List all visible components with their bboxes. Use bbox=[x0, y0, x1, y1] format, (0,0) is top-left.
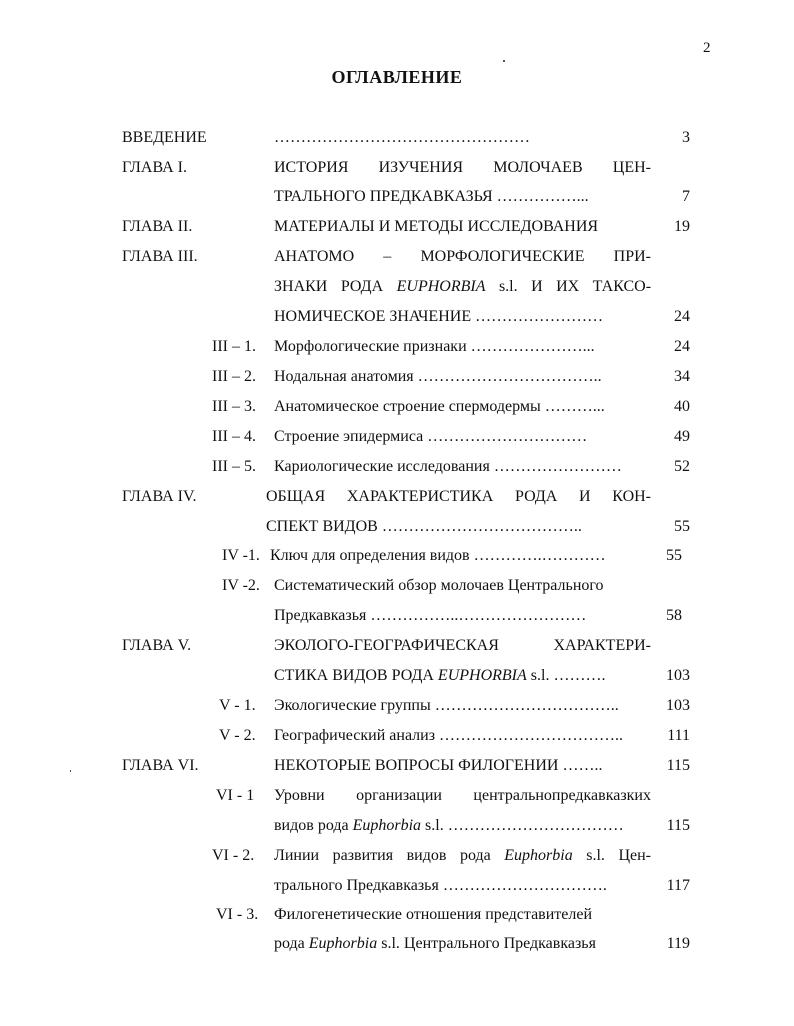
toc-title-ch3-line1: АНАТОМО – МОРФОЛОГИЧЕСКИЕ ПРИ- bbox=[274, 248, 651, 265]
toc-page-6-1: 115 bbox=[666, 817, 690, 834]
toc-title-6-2-line2: трального Предкавказья …………………………. bbox=[274, 877, 607, 894]
toc-label-3-3: III – 3. bbox=[212, 398, 256, 415]
toc-page-ch5: 103 bbox=[666, 667, 690, 684]
scan-speck bbox=[70, 770, 71, 772]
toc-genus: Euphorbia bbox=[352, 817, 422, 834]
toc-genus: Euphorbia bbox=[504, 847, 573, 864]
toc-page-ch6: 115 bbox=[666, 757, 690, 774]
toc-genus: Euphorbia bbox=[308, 935, 378, 952]
toc-text: s.l. …………………………… bbox=[425, 817, 624, 834]
toc-title-ch1-line1: ИСТОРИЯ ИЗУЧЕНИЯ МОЛОЧАЕВ ЦЕН- bbox=[274, 159, 651, 176]
toc-title-ch4-line2: СПЕКТ ВИДОВ ……………………………….. bbox=[266, 518, 582, 535]
toc-text: рода bbox=[274, 935, 305, 952]
toc-title-6-3-line1: Филогенетические отношения представителей bbox=[274, 906, 593, 923]
toc-title-ch5-line2 bbox=[274, 666, 605, 686]
page-title: ОГЛАВЛЕНИЕ bbox=[331, 67, 463, 87]
scan-speck bbox=[503, 60, 505, 62]
toc-title-5-1: Экологические группы …………………………….. bbox=[274, 697, 619, 714]
toc-title-3-5: Кариологические исследования …………………… bbox=[274, 458, 622, 475]
toc-title-ch3-line2 bbox=[274, 277, 651, 297]
toc-label-5-2: V - 2. bbox=[219, 727, 256, 744]
toc-label-6-3: VI - 3. bbox=[216, 906, 259, 923]
toc-title-3-1: Морфологические признаки …………………... bbox=[274, 338, 595, 355]
toc-title-4-1: Ключ для определения видов ………….………… bbox=[270, 547, 606, 564]
toc-page-6-3: 119 bbox=[666, 935, 690, 952]
toc-label-4-1: IV -1. bbox=[222, 547, 260, 564]
toc-page-3-2: 34 bbox=[674, 368, 690, 385]
toc-page-5-1: 103 bbox=[666, 697, 690, 714]
toc-text: Линии развития видов рода bbox=[274, 847, 491, 864]
toc-page-4-1: 55 bbox=[666, 547, 682, 564]
toc-title-6-2-line1 bbox=[274, 846, 651, 866]
toc-page-intro: 3 bbox=[682, 129, 690, 146]
toc-title-6-1-line2 bbox=[274, 816, 624, 836]
toc-title-ch2: МАТЕРИАЛЫ И МЕТОДЫ ИССЛЕДОВАНИЯ bbox=[274, 218, 599, 235]
toc-title-5-2: Географический анализ …………………………….. bbox=[274, 727, 624, 744]
toc-text: s.l. ………. bbox=[530, 667, 606, 684]
toc-page-ch1: 7 bbox=[682, 188, 690, 205]
toc-title-6-1-line1: Уровни организации центральнопредкавказких bbox=[274, 787, 651, 804]
toc-label-3-1: III – 1. bbox=[212, 338, 256, 355]
toc-title-4-2-line2: Предкавказья ……………..…………………… bbox=[274, 607, 587, 624]
toc-title-ch4-line1: ОБЩАЯ ХАРАКТЕРИСТИКА РОДА И КОН- bbox=[266, 488, 651, 505]
toc-text: ЗНАКИ РОДА bbox=[274, 278, 384, 295]
toc-page-3-4: 49 bbox=[674, 428, 690, 445]
toc-label-4-2: IV -2. bbox=[222, 577, 260, 594]
toc-page-ch4: 55 bbox=[674, 518, 690, 535]
toc-label-ch4: ГЛАВА IV. bbox=[122, 488, 197, 505]
toc-label-6-1: VI - 1 bbox=[216, 787, 255, 804]
toc-genus: EUPHORBIA bbox=[396, 278, 486, 295]
toc-label-3-4: III – 4. bbox=[212, 428, 256, 445]
toc-label-6-2: VI - 2. bbox=[212, 847, 255, 864]
toc-title-ch5-line1: ЭКОЛОГО-ГЕОГРАФИЧЕСКАЯ ХАРАКТЕРИ- bbox=[274, 637, 651, 654]
toc-text: s.l. Центрального Предкавказья bbox=[381, 935, 596, 952]
toc-label-ch3: ГЛАВА III. bbox=[122, 248, 198, 265]
toc-label-3-2: III – 2. bbox=[212, 368, 256, 385]
toc-page-4-2: 58 bbox=[666, 607, 682, 624]
toc-text: s.l. И ИХ ТАКСО- bbox=[498, 278, 652, 295]
toc-title-ch1-line2: ТРАЛЬНОГО ПРЕДКАВКАЗЬЯ ……………... bbox=[274, 188, 589, 205]
toc-page-ch2: 19 bbox=[674, 218, 690, 235]
toc-page-3-1: 24 bbox=[674, 338, 690, 355]
toc-page-3-5: 52 bbox=[674, 458, 690, 475]
toc-label-ch1: ГЛАВА I. bbox=[122, 159, 187, 176]
toc-title-4-2-line1: Систематический обзор молочаев Центрального bbox=[274, 577, 604, 594]
toc-label-5-1: V - 1. bbox=[219, 697, 256, 714]
toc-title-ch3-line3: НОМИЧЕСКОЕ ЗНАЧЕНИЕ …………………… bbox=[274, 308, 604, 325]
toc-genus: EUPHORBIA bbox=[437, 667, 527, 684]
toc-leader-intro: ………………………………………… bbox=[274, 129, 530, 146]
toc-label-ch5: ГЛАВА V. bbox=[122, 637, 192, 654]
toc-page-5-2: 111 bbox=[667, 727, 690, 744]
toc-page-6-2: 117 bbox=[666, 877, 690, 894]
toc-title-6-3-line2 bbox=[274, 934, 596, 954]
toc-label-ch6: ГЛАВА VI. bbox=[122, 757, 199, 774]
toc-label-3-5: III – 5. bbox=[212, 458, 256, 475]
toc-page-3-3: 40 bbox=[674, 398, 690, 415]
page-number: 2 bbox=[703, 40, 711, 56]
toc-text: СТИКА ВИДОВ РОДА bbox=[274, 667, 434, 684]
toc-label-ch2: ГЛАВА II. bbox=[122, 218, 193, 235]
toc-text: видов рода bbox=[274, 817, 349, 834]
toc-text: s.l. Цен- bbox=[586, 847, 651, 864]
toc-title-ch6: НЕКОТОРЫЕ ВОПРОСЫ ФИЛОГЕНИИ …….. bbox=[274, 757, 603, 774]
toc-title-3-2: Нодальная анатомия …………………………….. bbox=[274, 368, 602, 385]
toc-title-3-3: Анатомическое строение спермодермы ………... bbox=[274, 398, 605, 415]
toc-page-ch3: 24 bbox=[674, 308, 690, 325]
toc-title-3-4: Строение эпидермиса ………………………… bbox=[274, 428, 588, 445]
toc-label-intro: ВВЕДЕНИЕ bbox=[122, 129, 207, 146]
